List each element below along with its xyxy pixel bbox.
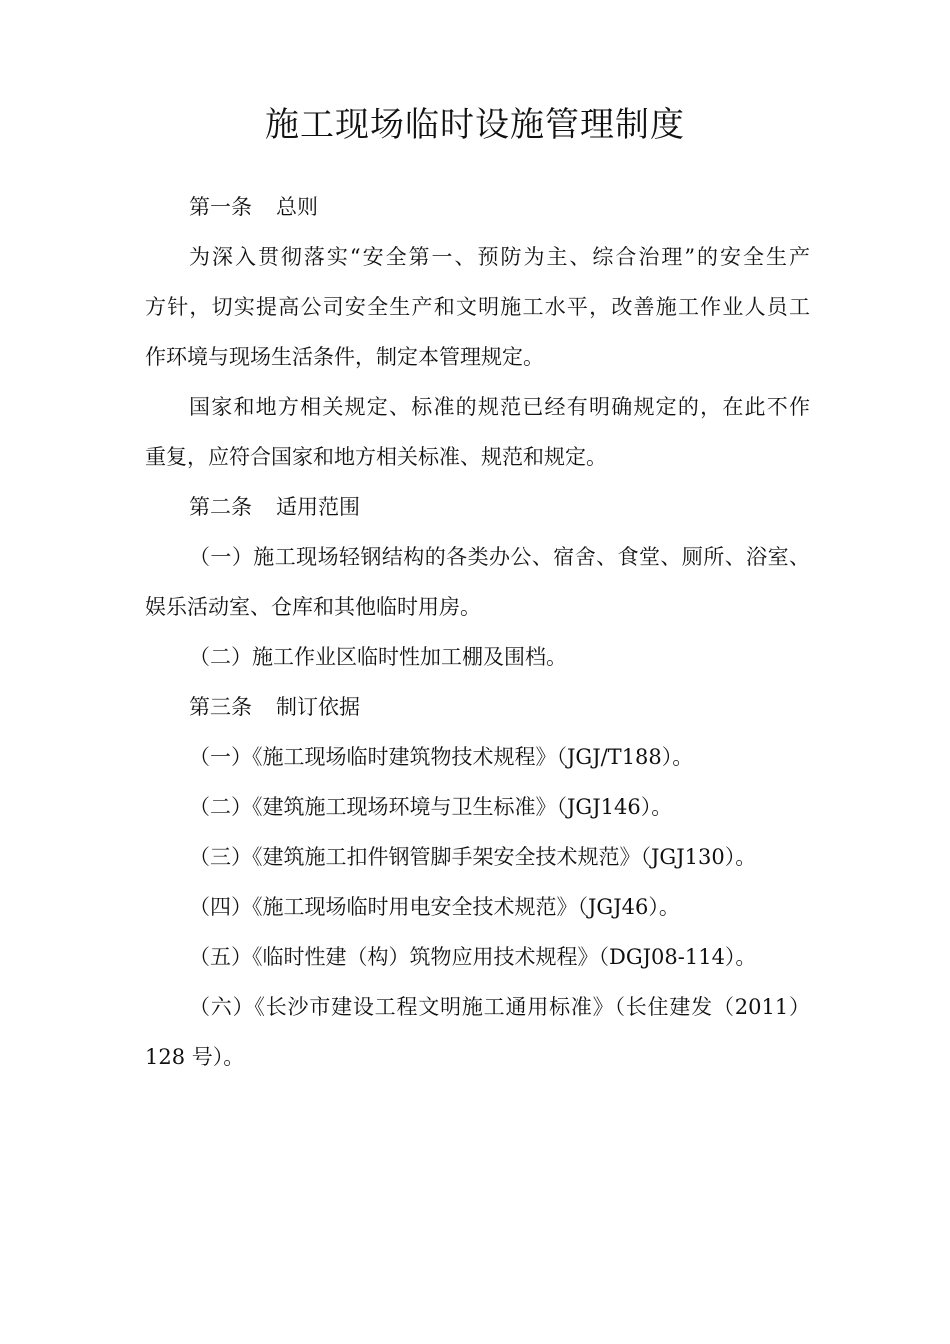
article-heading <box>145 682 810 732</box>
reference-item: （三）《建筑施工扣件钢管脚手架安全技术规范》（JGJ130）。 <box>189 845 757 869</box>
reference-item: （一）《施工现场临时建筑物技术规程》（JGJ/T188）。 <box>189 745 694 769</box>
reference-item: （四）《施工现场临时用电安全技术规范》（JGJ46）。 <box>189 895 680 919</box>
paragraph-line: 作环境与现场生活条件，制定本管理规定。 <box>145 345 544 369</box>
paragraph-line: 方针，切实提高公司安全生产和文明施工水平，改善施工作业人员工 <box>145 295 810 319</box>
paragraph-line: （二）施工作业区临时性加工棚及围档。 <box>189 645 567 669</box>
article-title: 适用范围 <box>276 495 360 519</box>
paragraph-line: （一）施工现场轻钢结构的各类办公、宿舍、食堂、厕所、浴室、 <box>189 545 810 569</box>
article-title: 制订依据 <box>276 695 360 719</box>
article-heading <box>145 482 810 532</box>
reference-item-continued: 128 号）。 <box>145 1045 245 1069</box>
reference-item: （六）《长沙市建设工程文明施工通用标准》（长住建发（2011） <box>189 995 810 1019</box>
paragraph-line: 娱乐活动室、仓库和其他临时用房。 <box>145 595 481 619</box>
article-number: 第一条 <box>189 195 252 219</box>
reference-item: （二）《建筑施工现场环境与卫生标准》（JGJ146）。 <box>189 795 673 819</box>
reference-item: （五）《临时性建（构）筑物应用技术规程》（DGJ08-114）。 <box>189 945 757 969</box>
paragraph-line: 重复，应符合国家和地方相关标准、规范和规定。 <box>145 445 607 469</box>
article-number: 第二条 <box>189 495 252 519</box>
paragraph-line: 国家和地方相关规定、标准的规范已经有明确规定的，在此不作 <box>189 395 810 419</box>
article-heading <box>145 182 810 232</box>
document-title: 施工现场临时设施管理制度 <box>265 105 685 145</box>
article-number: 第三条 <box>189 695 252 719</box>
article-title: 总则 <box>276 195 318 219</box>
paragraph-line: 为深入贯彻落实“安全第一、预防为主、综合治理”的安全生产 <box>189 245 810 269</box>
document-body <box>145 182 810 1082</box>
